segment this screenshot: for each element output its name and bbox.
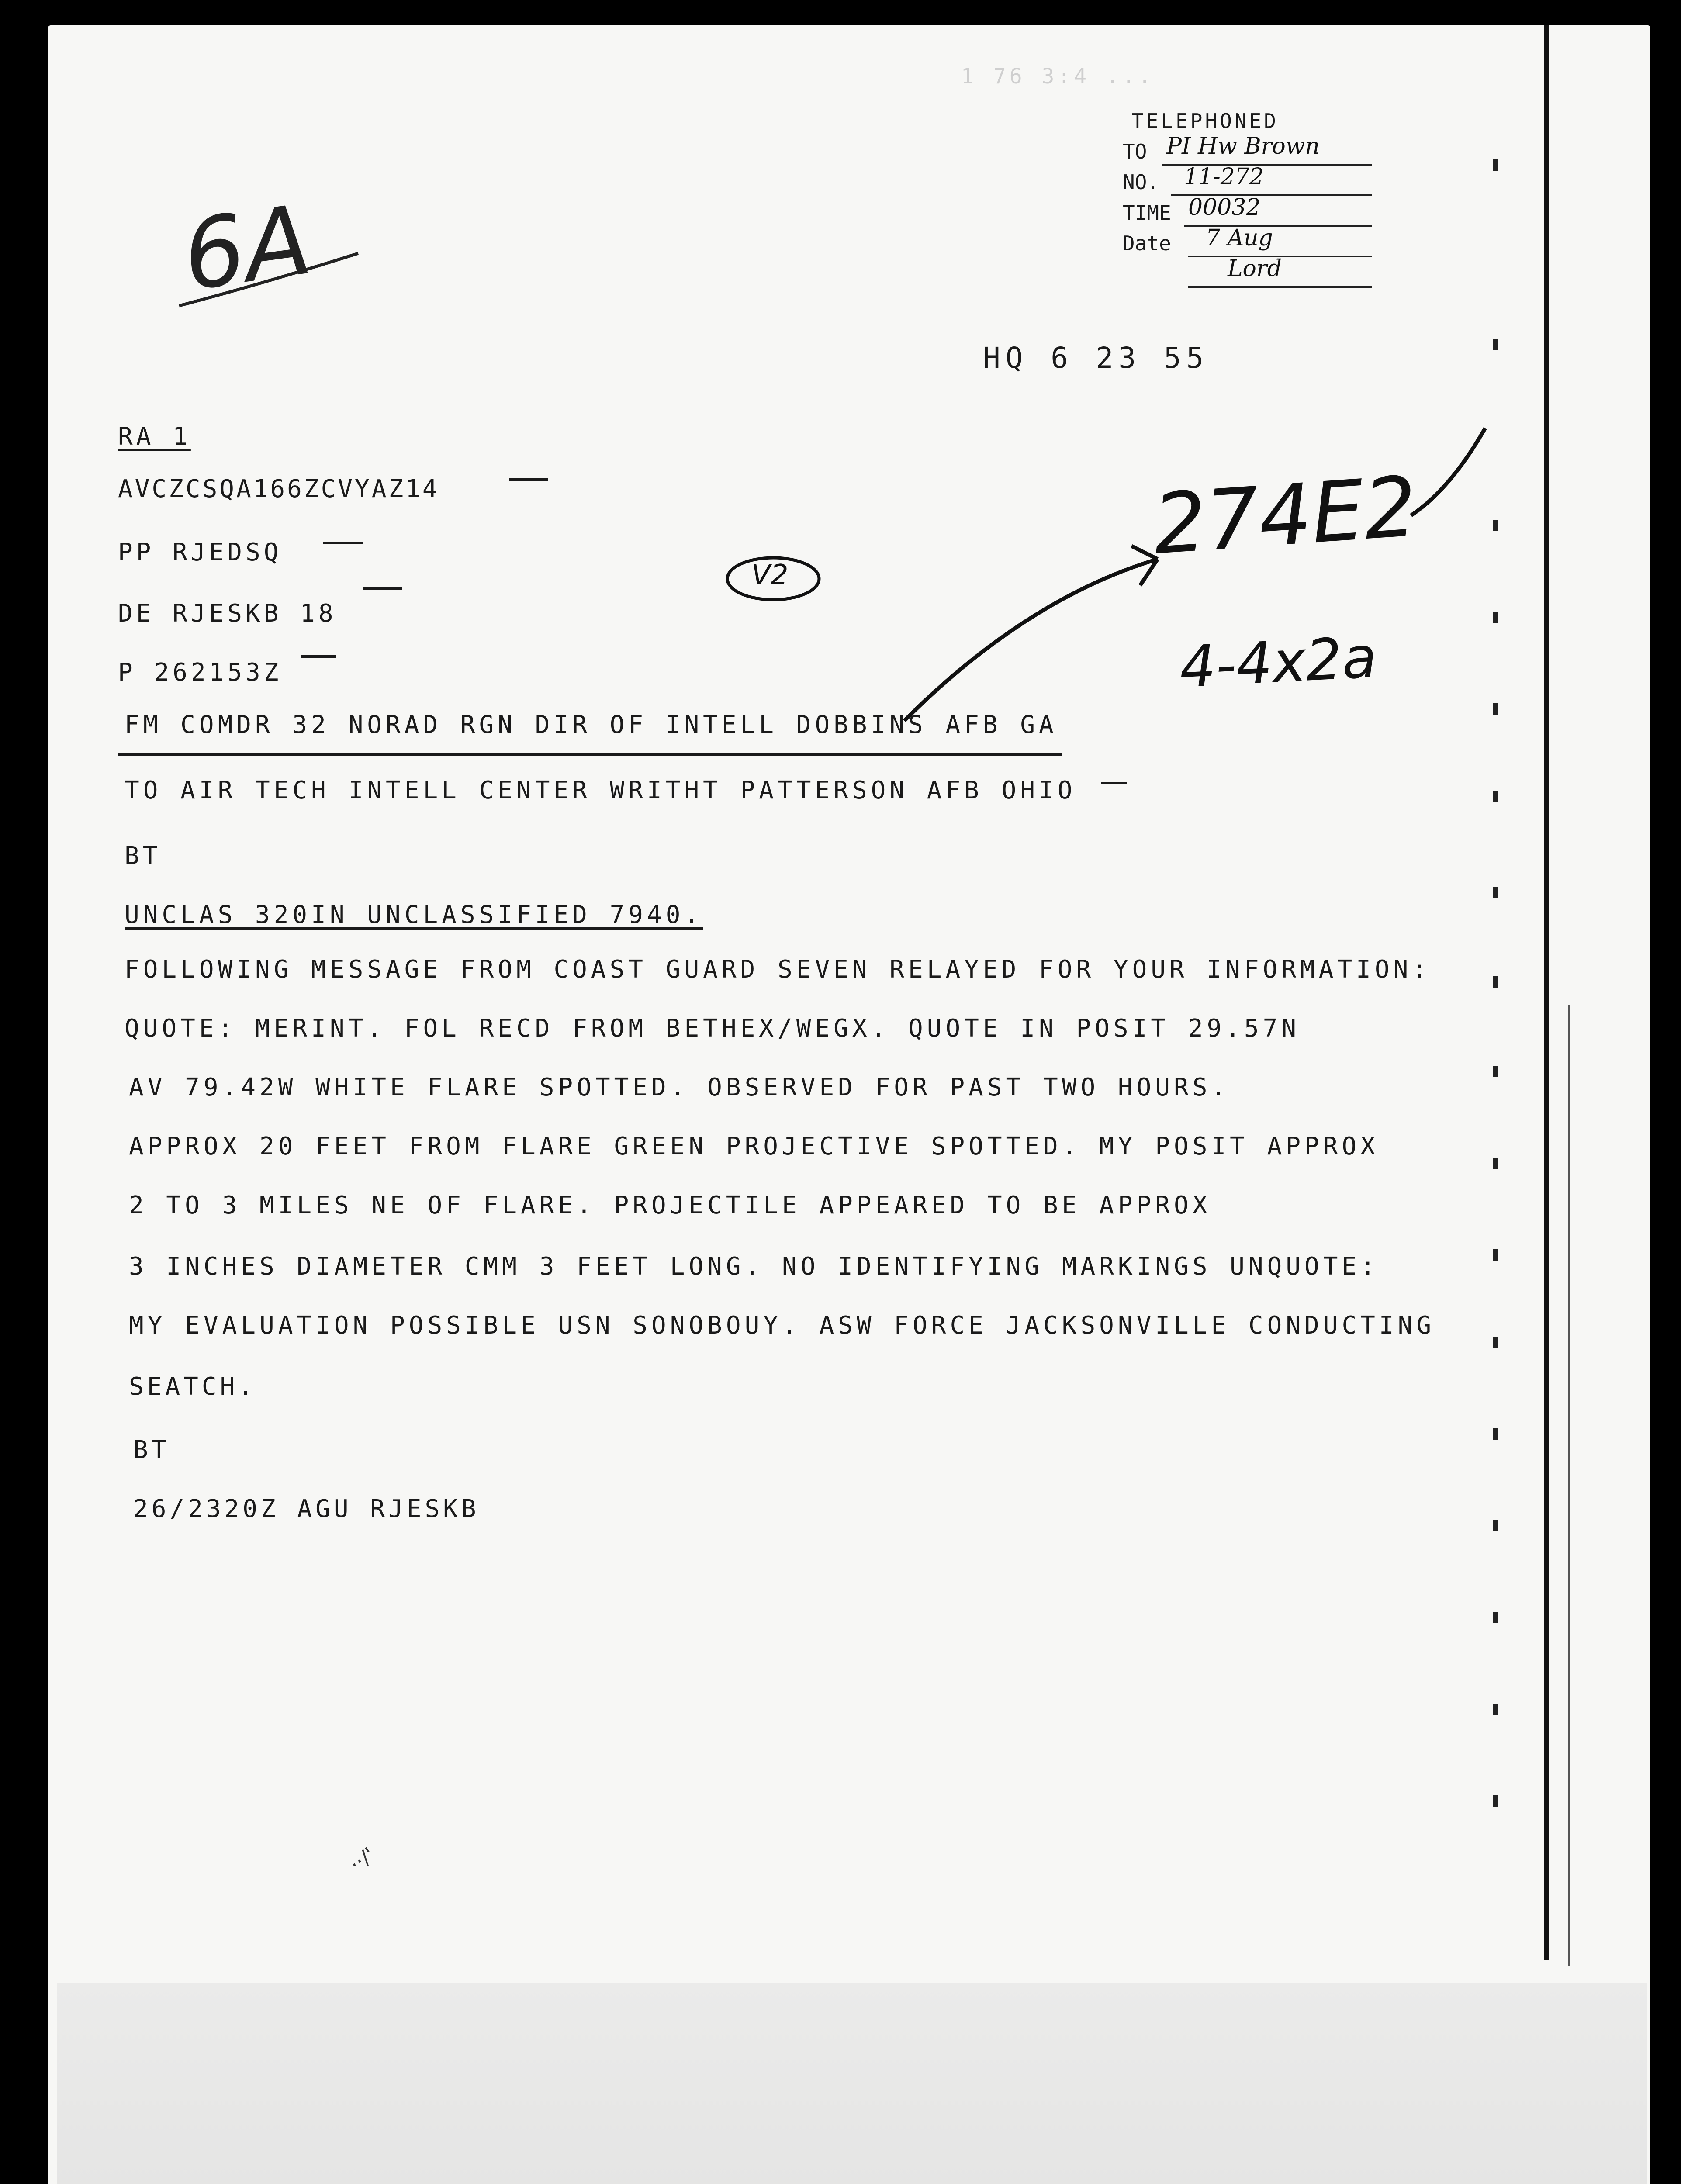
telephoned-stamp (1118, 109, 1389, 301)
msg-line-bt-open: BT (125, 842, 161, 870)
msg-line-routing: RA 1 (118, 422, 191, 451)
margin-tick (1493, 1612, 1498, 1623)
dash-mark (301, 655, 336, 658)
from-underline (118, 753, 1062, 756)
margin-tick (1493, 1520, 1498, 1531)
margin-tick (1493, 159, 1498, 171)
msg-line-from: FM COMDR 32 NORAD RGN DIR OF INTELL DOBBINS AFB GA (125, 711, 1058, 739)
margin-tick (1493, 1428, 1498, 1440)
margin-code-handwritten: 274E2 (1150, 458, 1420, 573)
margin-tick (1493, 339, 1498, 350)
stamp-time-value: 00032 (1188, 194, 1261, 221)
margin-tick (1493, 1337, 1498, 1348)
margin-tick (1493, 1795, 1498, 1807)
file-number-underline (175, 245, 367, 314)
stamp-to-label: TO (1123, 140, 1147, 163)
margin-tick (1493, 976, 1498, 988)
stamp-title: TELEPHONED (1131, 109, 1279, 133)
dash-mark (1101, 782, 1127, 784)
msg-line-classification: UNCLAS 320IN UNCLASSIFIED 7940. (125, 901, 703, 929)
msg-body-line: 2 TO 3 MILES NE OF FLARE. PROJECTILE APPEARED TO BE APPROX (129, 1191, 1211, 1220)
msg-line-channel: AVCZCSQA166ZCVYAZ14 (118, 475, 439, 503)
margin-tick (1493, 1704, 1498, 1715)
top-faint-text: 1 76 3:4 ... (961, 64, 1155, 89)
margin-tick (1493, 1066, 1498, 1077)
stamp-to-value: PI Hw Brown (1166, 133, 1320, 159)
msg-body-line: SEATCH. (129, 1372, 257, 1401)
margin-tick (1493, 1249, 1498, 1261)
stamp-no-value: 11-272 (1184, 164, 1264, 190)
msg-body-line: AV 79.42W WHITE FLARE SPOTTED. OBSERVED FOR PAST TWO HOURS. (129, 1073, 1230, 1102)
dash-mark (323, 542, 363, 544)
margin-tick (1493, 791, 1498, 802)
msg-body-line: MY EVALUATION POSSIBLE USN SONOBOUY. ASW FORCE JACKSONVILLE CONDUCTING (129, 1311, 1435, 1340)
margin-note-handwritten: 4-4x2a (1178, 624, 1379, 701)
margin-tick (1493, 1158, 1498, 1169)
msg-line-precedence: PP RJEDSQ (118, 538, 282, 567)
file-number-handwritten: 6A (176, 184, 318, 312)
msg-line-bt-close: BT (133, 1436, 170, 1464)
right-edge-rule (1544, 25, 1549, 1960)
right-edge-rule-secondary (1568, 1005, 1570, 1966)
received-date-stamp: HQ 6 23 55 (983, 341, 1209, 375)
stamp-by-value: Lord (1228, 256, 1282, 282)
stamp-by-line (1188, 286, 1372, 288)
msg-line-to: TO AIR TECH INTELL CENTER WRITHT PATTERSON AFB OHIO (125, 776, 1076, 805)
msg-body-line: APPROX 20 FEET FROM FLARE GREEN PROJECTIVE SPOTTED. MY POSIT APPROX (129, 1132, 1379, 1161)
stamp-no-label: NO. (1123, 170, 1159, 194)
stamp-time-label: TIME (1123, 201, 1171, 225)
small-corner-mark: ··/' (345, 1842, 379, 1876)
margin-tick (1493, 887, 1498, 898)
msg-body-line: FOLLOWING MESSAGE FROM COAST GUARD SEVEN RELAYED FOR YOUR INFORMATION: (125, 955, 1431, 984)
msg-line-end: 26/2320Z AGU RJESKB (133, 1495, 480, 1523)
msg-line-originator: DE RJESKB 18 (118, 599, 337, 628)
teletype-paper (48, 25, 1650, 2184)
stamp-date-label: Date (1123, 232, 1171, 255)
msg-body-line: QUOTE: MERINT. FOL RECD FROM BETHEX/WEGX. QUOTE IN POSIT 29.57N (125, 1014, 1301, 1043)
circled-mark-text: V2 (751, 559, 789, 591)
stamp-date-value: 7 Aug (1206, 225, 1273, 251)
dash-mark (509, 478, 548, 481)
paper-lower-shadow (57, 1983, 1647, 2184)
msg-body-line: 3 INCHES DIAMETER CMM 3 FEET LONG. NO IDENTIFYING MARKINGS UNQUOTE: (129, 1252, 1379, 1281)
msg-line-dtg: P 262153Z (118, 658, 282, 687)
dash-mark (363, 587, 402, 590)
